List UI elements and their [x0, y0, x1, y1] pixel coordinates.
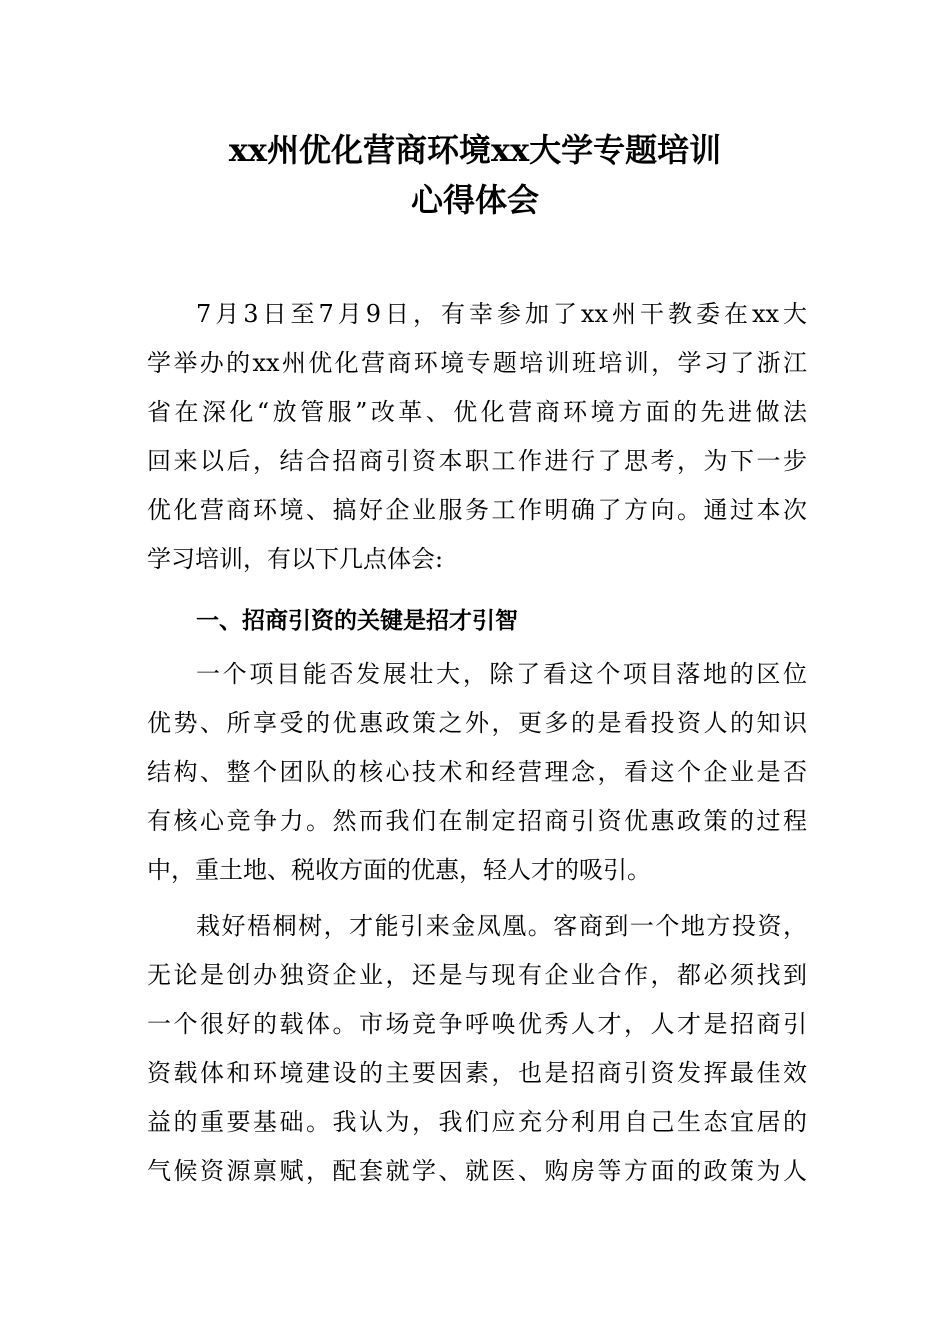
document-title-line1: xx州优化营商环境xx大学专题培训 [228, 131, 722, 169]
paragraph1-line: 优化营商环境、搞好企业服务工作明确了方向。通过本次 [147, 496, 807, 524]
paragraph1-line: 学举办的xx州优化营商环境专题培训班培训，学习了浙江 [147, 349, 807, 377]
paragraph3-line: 栽好梧桐树，才能引来金凤凰。客商到一个地方投资， [196, 912, 807, 940]
paragraph1-line: 学习培训，有以下几点体会: [147, 545, 444, 573]
paragraph2-line: 一个项目能否发展壮大，除了看这个项目落地的区位 [196, 660, 807, 688]
paragraph2-line: 中，重土地、税收方面的优惠，轻人才的吸引。 [147, 856, 651, 884]
paragraph1-line: 7月3日至7月9日，有幸参加了xx州干教委在xx大 [196, 300, 807, 328]
paragraph3-line: 益的重要基础。我认为，我们应充分利用自己生态宜居的 [147, 1108, 807, 1136]
paragraph3-line: 气候资源禀赋，配套就学、就医、购房等方面的政策为人 [147, 1157, 807, 1185]
paragraph2-line: 优势、所享受的优惠政策之外，更多的是看投资人的知识 [147, 709, 807, 737]
paragraph1-line: 回来以后，结合招商引资本职工作进行了思考，为下一步 [147, 447, 807, 475]
paragraph3-line: 一个很好的载体。市场竞争呼唤优秀人才，人才是招商引 [147, 1010, 807, 1038]
document-title-line2: 心得体会 [410, 181, 539, 219]
paragraph2-line: 结构、整个团队的核心技术和经营理念，看这个企业是否 [147, 758, 807, 786]
paragraph1-line: 省在深化“放管服”改革、优化营商环境方面的先进做法 [147, 398, 807, 426]
paragraph3-line: 资载体和环境建设的主要因素，也是招商引资发挥最佳效 [147, 1059, 807, 1087]
section-heading: 一、招商引资的关键是招才引智 [196, 608, 518, 634]
paragraph3-line: 无论是创办独资企业，还是与现有企业合作，都必须找到 [147, 961, 807, 989]
paragraph2-line: 有核心竞争力。然而我们在制定招商引资优惠政策的过程 [147, 807, 807, 835]
